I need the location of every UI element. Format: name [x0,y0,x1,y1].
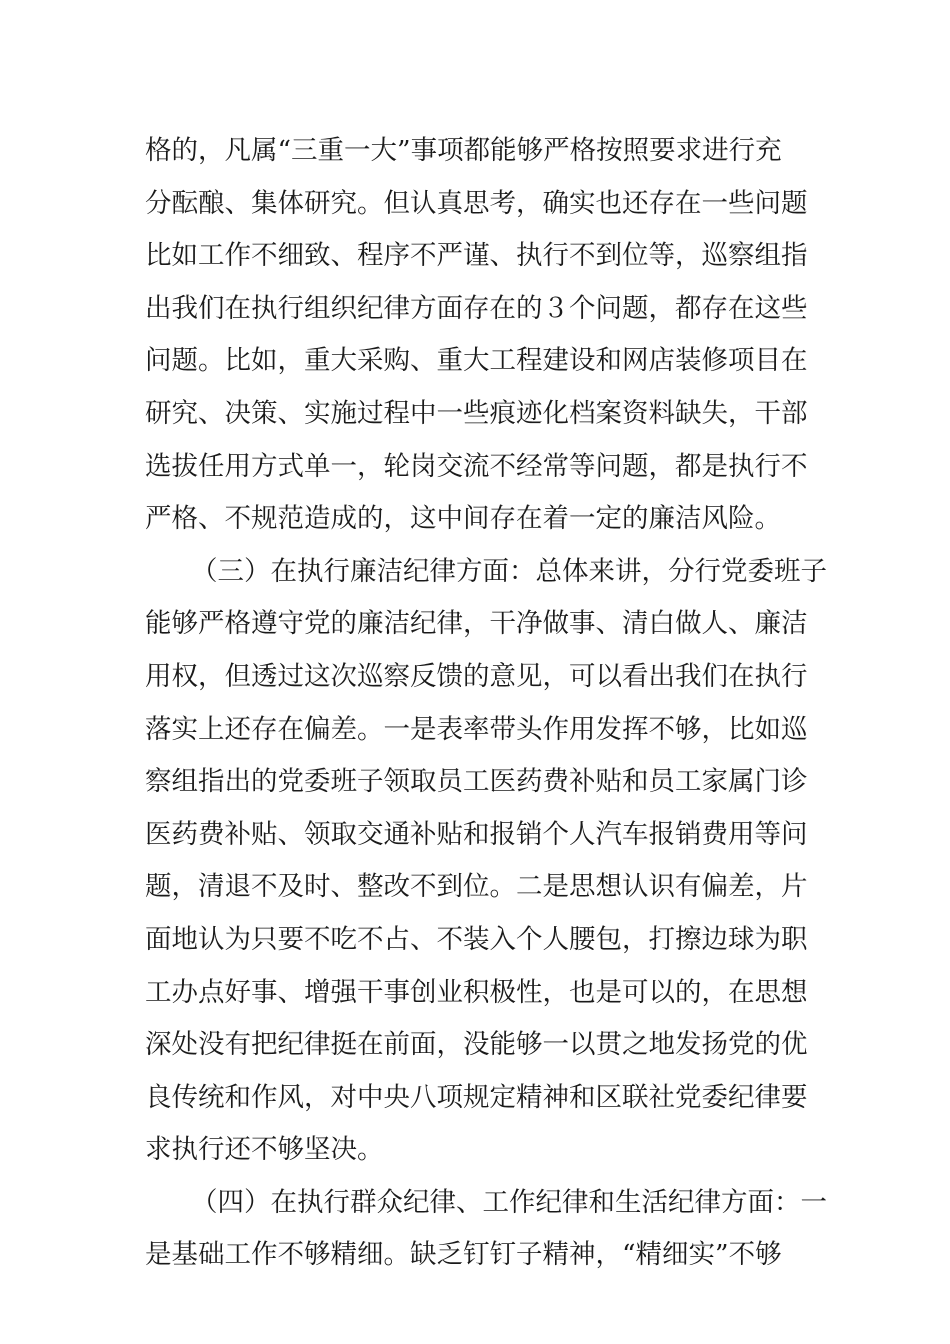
text-line: 面地认为只要不吃不占、不装入个人腰包，打擦边球为职 [145,923,808,955]
text-line: 比如工作不细致、程序不严谨、执行不到位等，巡察组指 [145,240,808,272]
text-line: 分酝酿、集体研究。但认真思考，确实也还存在一些问题 [145,187,808,219]
text-line: 察组指出的党委班子领取员工医药费补贴和员工家属门诊 [145,766,808,798]
section-heading-line: （四）在执行群众纪律、工作纪律和生活纪律方面：一 [191,1186,827,1218]
text-line: 工办点好事、增强干事创业积极性，也是可以的，在思想 [145,976,808,1008]
text-line: 出我们在执行组织纪律方面存在的３个问题，都存在这些 [145,292,808,324]
section-heading-line: （三）在执行廉洁纪律方面：总体来讲，分行党委班子 [191,555,827,587]
text-line: 深处没有把纪律挺在前面，没能够一以贯之地发扬党的优 [145,1029,808,1061]
text-line: 选拔任用方式单一，轮岗交流不经常等问题，都是执行不 [145,450,808,482]
text-line: 用权，但透过这次巡察反馈的意见，可以看出我们在执行 [145,660,808,692]
text-line: 问题。比如，重大采购、重大工程建设和网店装修项目在 [145,345,808,377]
text-line: 医药费补贴、领取交通补贴和报销个人汽车报销费用等问 [145,818,808,850]
text-line: 求执行还不够坚决。 [145,1134,384,1166]
text-line: 能够严格遵守党的廉洁纪律，干净做事、清白做人、廉洁 [145,608,808,640]
text-line: 格的，凡属“三重一大”事项都能够严格按照要求进行充 [145,135,782,166]
body-text [145,125,827,1282]
text-line: 良传统和作风，对中央八项规定精神和区联社党委纪律要 [145,1081,808,1113]
text-line: 严格、不规范造成的，这中间存在着一定的廉洁风险。 [145,503,781,535]
text-line: 研究、决策、实施过程中一些痕迹化档案资料缺失，干部 [145,397,808,429]
text-line: 是基础工作不够精细。缺乏钉钉子精神，“精细实”不够 [145,1239,782,1271]
text-line: 题，清退不及时、整改不到位。二是思想认识有偏差，片 [145,871,808,903]
text-line: 落实上还存在偏差。一是表率带头作用发挥不够，比如巡 [145,713,808,745]
